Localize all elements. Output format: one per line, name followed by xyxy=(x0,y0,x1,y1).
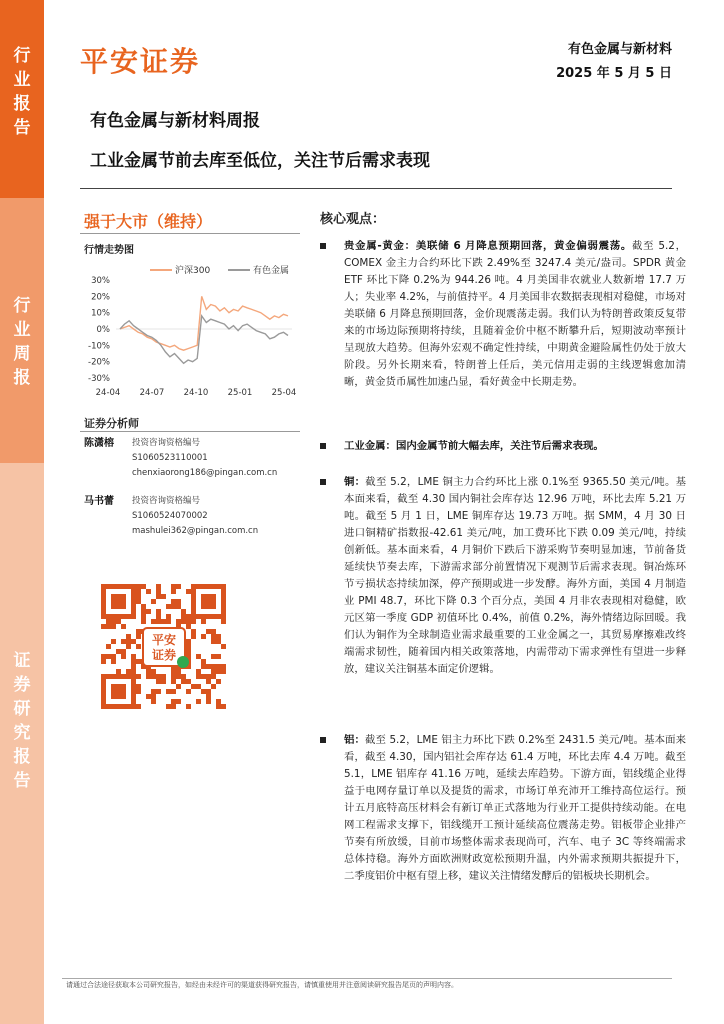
qr-module xyxy=(156,619,161,624)
report-date: 2025 年 5 月 5 日 xyxy=(556,66,672,81)
qr-module xyxy=(211,629,216,634)
qr-module xyxy=(186,624,191,629)
qr-module xyxy=(156,674,161,679)
analyst-divider xyxy=(80,431,300,432)
qr-module xyxy=(221,619,226,624)
qr-module xyxy=(161,619,166,624)
qr-module xyxy=(221,664,226,669)
qr-module xyxy=(211,664,216,669)
qr-module xyxy=(201,664,206,669)
x-tick-label: 24-10 xyxy=(183,388,209,398)
sidebar-char: 券 xyxy=(13,675,31,695)
qr-module xyxy=(131,654,136,659)
company-logo: 平安证券 xyxy=(80,45,201,78)
series-line xyxy=(120,316,288,363)
qr-module xyxy=(211,669,216,674)
analyst-name: 马书蕾 xyxy=(84,496,114,507)
qr-module xyxy=(201,659,206,664)
qr-module xyxy=(166,604,171,609)
qr-module xyxy=(206,694,211,699)
qr-module xyxy=(116,669,121,674)
qr-module xyxy=(166,689,171,694)
qr-module xyxy=(206,699,211,704)
qr-module xyxy=(186,644,191,649)
qr-module xyxy=(171,674,176,679)
sidebar-char: 行 xyxy=(13,46,31,66)
qr-finder xyxy=(201,594,216,609)
qr-module xyxy=(156,584,161,589)
qr-module xyxy=(211,684,216,689)
bullet-body: 截至 5.2，LME 铜主力合约环比上涨 0.1%至 9365.50 美元/吨。基本面来看，截至 4.30 国内铜社会库存达 12.96 万吨，环比去库 5.21 万吨。截至 5 月 1 日，LME 铜库存达 19.73 万吨。据 SMM，4 月 30 日进口铜精矿指数报-42.61 美元/吨，加工费环比下跌 0.09 美元/吨，持续创新低。基本面来看，4 月铜价下跌后下游采购节奏明显加速，节前备货延续快节奏去库，下游需求部分前置情况下观测节后需求表现。铜冶炼环节亏损状态持续加深，停产预期或进一步发酵。海外方面，美国 4 月制造业 PMI 48.7，环比下降 0.3 个百分点，美国 4 月非农表现相对稳健，欧元区第一季度 GDP 初值环比 0.4%，前值 0.2%，海外情绪边际回暖。我们认为铜作为全球制造业需求最重要的工业金属之一，其贸易摩擦难改终端需求韧性，随着国内相关政策落地，内需带动下需求弹性有望进一步释放，建议关注铜基本面定价逻辑。 xyxy=(344,476,686,675)
qr-module xyxy=(196,699,201,704)
qr-module xyxy=(201,674,206,679)
bullet-lead: 铝： xyxy=(344,734,366,746)
analyst-license-label: 投资咨询资格编号 xyxy=(132,438,201,448)
chart-title: 行情走势图 xyxy=(84,245,134,256)
qr-module xyxy=(121,649,126,654)
title-divider xyxy=(80,188,672,189)
y-tick-label: -20% xyxy=(88,357,110,368)
qr-module xyxy=(171,589,176,594)
qr-module xyxy=(176,684,181,689)
bullet-aluminum xyxy=(320,732,686,885)
qr-module xyxy=(176,599,181,604)
sidebar-char: 业 xyxy=(13,320,31,340)
y-tick-label: -10% xyxy=(88,341,110,352)
legend-label: 沪深300 xyxy=(175,266,211,276)
qr-module xyxy=(136,689,141,694)
market-trend-chart xyxy=(80,258,300,400)
qr-module xyxy=(166,704,171,709)
qr-module xyxy=(216,639,221,644)
qr-module xyxy=(186,619,191,624)
sidebar-char: 告 xyxy=(13,771,31,791)
qr-module xyxy=(176,699,181,704)
qr-module xyxy=(216,699,221,704)
qr-module xyxy=(211,639,216,644)
qr-module xyxy=(216,679,221,684)
core-views-heading: 核心观点： xyxy=(320,212,386,227)
bullet-marker xyxy=(320,443,326,449)
sidebar-label-securities-research xyxy=(0,463,44,1024)
sidebar-char: 业 xyxy=(13,70,31,90)
qr-module xyxy=(106,619,111,624)
qr-module xyxy=(141,584,146,589)
legend-label: 有色金属 xyxy=(253,266,290,276)
qr-module xyxy=(136,634,141,639)
bullet-copper xyxy=(320,474,686,678)
qr-module xyxy=(111,654,116,659)
qr-module xyxy=(121,654,126,659)
qr-module xyxy=(136,659,141,664)
qr-module xyxy=(146,589,151,594)
bullet-lead: 工业金属：国内金属节前大幅去库，关注节后需求表现。 xyxy=(344,440,604,452)
bullet-marker xyxy=(320,737,326,743)
qr-module xyxy=(206,674,211,679)
qr-module xyxy=(171,679,176,684)
analyst-license-code: S1060523110001 xyxy=(132,453,208,463)
sidebar-char: 究 xyxy=(13,723,31,743)
qr-module xyxy=(131,639,136,644)
qr-module xyxy=(161,674,166,679)
qr-module xyxy=(101,659,106,664)
qr-module xyxy=(216,664,221,669)
y-tick-label: -30% xyxy=(88,374,110,384)
qr-module xyxy=(156,689,161,694)
sidebar-char: 报 xyxy=(13,747,31,767)
qr-module xyxy=(111,624,116,629)
footer-disclaimer: 请通过合法途径获取本公司研究报告，如经由未经许可的渠道获得研究报告，请慎重使用并注意阅读研究报告尾页的声明内容。 xyxy=(66,981,458,989)
sidebar-char: 研 xyxy=(13,699,31,719)
qr-module xyxy=(221,669,226,674)
analyst-heading: 证券分析师 xyxy=(84,417,139,430)
qr-module xyxy=(171,669,176,674)
qr-module xyxy=(121,639,126,644)
qr-module xyxy=(216,669,221,674)
qr-finder xyxy=(111,594,126,609)
qr-module xyxy=(191,684,196,689)
bullet-lead: 铜： xyxy=(344,476,366,488)
qr-module xyxy=(206,689,211,694)
sidebar-char: 周 xyxy=(13,344,31,364)
qr-logo-text: 证券 xyxy=(151,648,177,662)
qr-module xyxy=(151,674,156,679)
qr-module xyxy=(156,614,161,619)
bullet-marker xyxy=(320,243,326,249)
qr-module xyxy=(191,634,196,639)
report-header xyxy=(556,38,672,86)
qr-module xyxy=(191,629,196,634)
qr-finder xyxy=(111,684,126,699)
qr-module xyxy=(156,679,161,684)
qr-module xyxy=(201,619,206,624)
qr-module xyxy=(216,654,221,659)
qr-module xyxy=(101,624,106,629)
qr-module xyxy=(176,669,181,674)
qr-module xyxy=(126,644,131,649)
qr-module xyxy=(201,634,206,639)
qr-code[interactable] xyxy=(101,584,226,709)
qr-module xyxy=(151,689,156,694)
sidebar-char: 告 xyxy=(13,118,31,138)
analyst-license-label: 投资咨询资格编号 xyxy=(132,496,201,506)
qr-module xyxy=(171,689,176,694)
qr-module xyxy=(101,654,106,659)
bullet-lead: 贵金属-黄金：美联储 6 月降息预期回落，黄金偏弱震荡。 xyxy=(344,240,633,252)
qr-module xyxy=(166,614,171,619)
qr-module xyxy=(171,599,176,604)
sidebar-char: 报 xyxy=(13,368,31,388)
qr-module xyxy=(126,639,131,644)
qr-module xyxy=(116,619,121,624)
sidebar-char: 报 xyxy=(13,94,31,114)
wechat-icon xyxy=(177,656,189,668)
qr-module xyxy=(146,669,151,674)
qr-module xyxy=(126,669,131,674)
qr-module xyxy=(151,599,156,604)
qr-module xyxy=(151,619,156,624)
bullet-body: 截至 5.2，COMEX 金主力合约环比下跌 2.49%至 3247.4 美元/盎司。SPDR 黄金 ETF 环比下降 0.2%为 944.26 吨。4 月美国非农就业人数新增 17.7 万人；失业率 4.2%，与前值持平。4 月美国非农数据表现相对稳健，市场对美联储 6 月降息预期回落，金价现震荡走弱。我们认为特朗普政策反复带来的市场边际预期将持续，且随着金价中枢不断攀升后，短期波动率预计呈现放大趋势。但海外宏观不确定性持续，中期黄金避险属性仍处于放大阶段。另外长期来看，特朗普上任后，美元信用走弱的主线逻辑愈加清晰，黄金货币属性加速凸显，看好黄金中长期走势。 xyxy=(344,240,686,388)
qr-module xyxy=(171,584,176,589)
qr-module xyxy=(111,619,116,624)
qr-module xyxy=(206,679,211,684)
analyst-email[interactable]: chenxiaorong186@pingan.com.cn xyxy=(132,468,278,478)
sidebar-label-industry-report xyxy=(0,0,44,198)
qr-module xyxy=(201,689,206,694)
qr-module xyxy=(181,609,186,614)
qr-module xyxy=(186,679,191,684)
qr-module xyxy=(171,704,176,709)
sidebar-char: 证 xyxy=(13,651,31,671)
qr-module xyxy=(141,609,146,614)
qr-module xyxy=(136,684,141,689)
qr-module xyxy=(181,674,186,679)
bullet-body: 截至 5.2，LME 铝主力环比下跌 0.2%至 2431.5 美元/吨。基本面来看，截至 4.30，国内铝社会库存达 61.4 万吨，环比去库 4.4 万吨。截至 5.1，LME 铝库存 41.16 万吨，延续去库趋势。下游方面，铝线缆企业得益于电网存量订单以及提货的需求，市场订单充沛开工维持高位运行。预计五月底特高压材料会有新订单正式落地为行业开工提供持续动能。在电网工程需求支撑下，铝线缆开工预计延续高位震荡走势。铝板带企业排产节奏有所放缓，目前市场整体需求表现尚可，汽车、电子 3C 等终端需求总体持稳。海外方面欧洲财政宽松预期升温，内外需求预期共振提升下，二季度铝价中枢有望上移，建议关注情绪发酵后的铝板块长期机会。 xyxy=(344,734,686,882)
qr-module xyxy=(136,594,141,599)
qr-module xyxy=(216,704,221,709)
qr-module xyxy=(161,594,166,599)
qr-module xyxy=(206,629,211,634)
qr-module xyxy=(161,679,166,684)
bullet-marker xyxy=(320,479,326,485)
sidebar-char: 行 xyxy=(13,296,31,316)
industry-name: 有色金属与新材料 xyxy=(567,42,672,57)
qr-module xyxy=(216,634,221,639)
qr-module xyxy=(186,649,191,654)
qr-module xyxy=(156,589,161,594)
sidebar-label-weekly-report xyxy=(0,198,44,463)
qr-module xyxy=(106,624,111,629)
qr-module xyxy=(191,619,196,624)
qr-module xyxy=(136,599,141,604)
y-tick-label: 0% xyxy=(96,325,110,335)
qr-module xyxy=(111,639,116,644)
x-tick-label: 25-04 xyxy=(271,388,297,398)
analyst-license-code: S1060524070002 xyxy=(132,511,208,521)
qr-module xyxy=(146,674,151,679)
analyst-card xyxy=(84,494,304,540)
y-tick-label: 20% xyxy=(91,292,110,303)
qr-module xyxy=(126,634,131,639)
qr-module xyxy=(171,604,176,609)
qr-module xyxy=(151,694,156,699)
qr-module xyxy=(131,664,136,669)
series-line xyxy=(120,296,288,350)
qr-module xyxy=(171,699,176,704)
qr-module xyxy=(196,674,201,679)
qr-module xyxy=(181,619,186,624)
qr-module xyxy=(111,659,116,664)
qr-module xyxy=(211,634,216,639)
analyst-card xyxy=(84,436,304,482)
analyst-email[interactable]: mashulei362@pingan.com.cn xyxy=(132,526,259,536)
x-tick-label: 25-01 xyxy=(227,388,253,398)
qr-module xyxy=(141,619,146,624)
qr-module xyxy=(186,639,191,644)
bullet-gold xyxy=(320,238,686,391)
qr-module xyxy=(131,669,136,674)
qr-module xyxy=(176,604,181,609)
qr-module xyxy=(106,654,111,659)
sidebar xyxy=(0,0,44,1024)
rating-divider xyxy=(80,233,300,234)
rating: 强于大市（维持） xyxy=(84,212,213,231)
qr-module xyxy=(146,609,151,614)
qr-module xyxy=(141,604,146,609)
footer-divider xyxy=(62,978,672,979)
qr-module xyxy=(221,644,226,649)
qr-module xyxy=(211,674,216,679)
qr-module xyxy=(221,704,226,709)
y-tick-label: 10% xyxy=(91,308,110,319)
qr-module xyxy=(186,614,191,619)
qr-module xyxy=(166,619,171,624)
qr-module xyxy=(136,589,141,594)
qr-module xyxy=(146,694,151,699)
qr-module xyxy=(196,654,201,659)
qr-module xyxy=(176,674,181,679)
qr-module xyxy=(151,699,156,704)
qr-module xyxy=(186,689,191,694)
qr-module xyxy=(106,644,111,649)
qr-module xyxy=(206,664,211,669)
qr-module xyxy=(156,609,161,614)
qr-module xyxy=(141,614,146,619)
qr-module xyxy=(176,619,181,624)
qr-module xyxy=(136,584,141,589)
analyst-name: 陈潇榕 xyxy=(84,438,114,449)
qr-module xyxy=(136,704,141,709)
qr-module xyxy=(196,669,201,674)
x-tick-label: 24-07 xyxy=(139,388,165,398)
qr-module xyxy=(186,704,191,709)
qr-module xyxy=(156,594,161,599)
qr-module xyxy=(136,629,141,634)
qr-module xyxy=(151,669,156,674)
qr-module xyxy=(136,644,141,649)
qr-module xyxy=(211,654,216,659)
qr-module xyxy=(186,589,191,594)
y-tick-label: 30% xyxy=(91,276,110,286)
x-tick-label: 24-04 xyxy=(95,388,121,398)
qr-module xyxy=(181,614,186,619)
qr-module xyxy=(136,674,141,679)
qr-module xyxy=(176,584,181,589)
qr-module xyxy=(196,684,201,689)
report-subtitle: 工业金属节前去库至低位，关注节后需求表现 xyxy=(90,151,430,171)
qr-module xyxy=(181,679,186,684)
report-title: 有色金属与新材料周报 xyxy=(90,111,260,131)
qr-module xyxy=(116,649,121,654)
qr-module xyxy=(131,659,136,664)
qr-module xyxy=(121,624,126,629)
qr-logo-text: 平安 xyxy=(151,633,177,647)
bullet-industrial-metals xyxy=(320,438,686,455)
